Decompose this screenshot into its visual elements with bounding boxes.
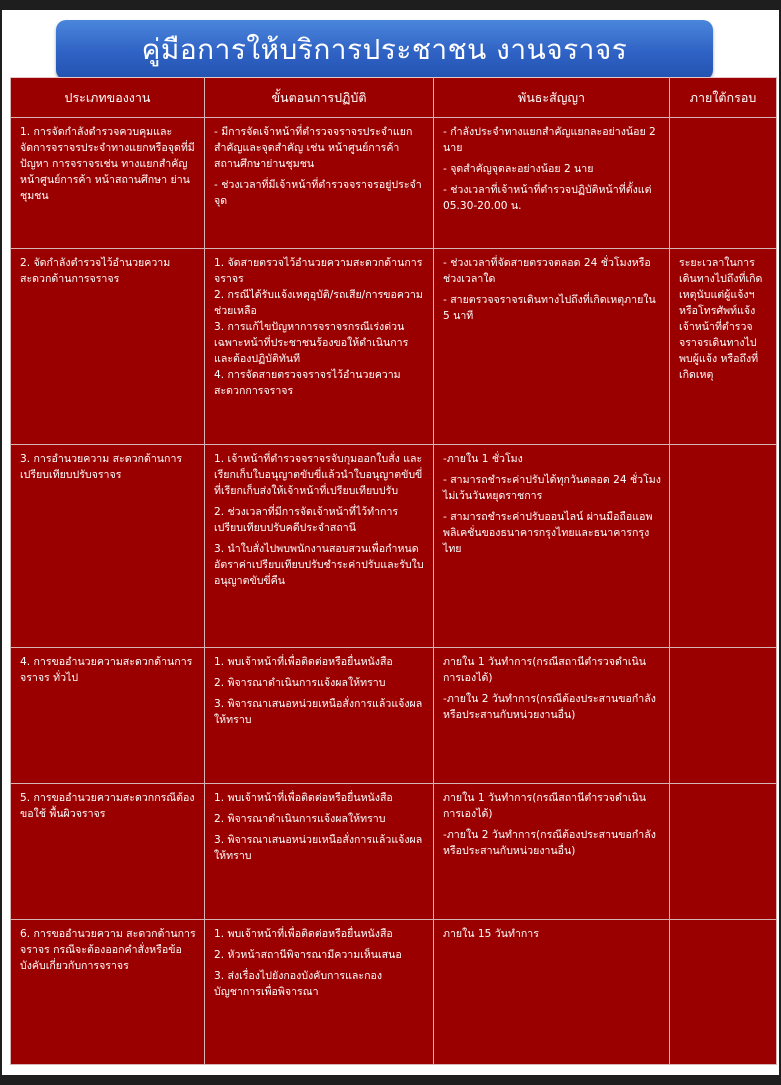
procedure-step: 2. พิจารณาดำเนินการแจ้งผลให้ทราบ	[214, 813, 386, 825]
procedure-step: 3. พิจารณาเสนอหน่วยเหนือสั่งการแล้วแจ้งผล ให้ทราบ	[214, 698, 423, 726]
procedure-step: 1. จัดสายตรวจไว้อำนวยความสะดวกด้านการจราจร	[214, 257, 423, 285]
cell-procedure	[205, 784, 434, 920]
commitment-item: - จุดสำคัญจุดละอย่างน้อย 2 นาย	[443, 163, 594, 175]
cell-type: 4. การขออำนวยความสะดวกด้านการจราจร ทั่วไป	[11, 648, 205, 784]
cell-timeframe: ระยะเวลาในการเดินทางไปถึงที่เกิดเหตุนับแต่ผู้แจ้งฯหรือโทรศัพท์แจ้งเจ้าหน้าที่ตำรวจจราจรเดินทางไปพบผู้แจ้ง หรือถึงที่เกิดเหตุ	[670, 249, 777, 445]
cell-commitment	[434, 784, 670, 920]
header-timeframe: ภายใต้กรอบ	[670, 78, 777, 118]
procedure-step: 1. พบเจ้าหน้าที่เพื่อติดต่อหรือยื่นหนังสือ	[214, 792, 393, 804]
cell-commitment	[434, 920, 670, 1065]
procedure-step: 2. ช่วงเวลาที่มีการจัดเจ้าหน้าที่ไว้ทำการเปรียบเทียบปรับคดีประจำสถานี	[214, 506, 399, 534]
cell-type: 2. จัดกำลังตำรวจไว้อำนวยความสะดวกด้านการจราจร	[11, 249, 205, 445]
cell-timeframe	[670, 784, 777, 920]
commitment-item: ภายใน 1 วันทำการ(กรณีสถานีตำรวจดำเนินการเองได้)	[443, 656, 646, 684]
procedure-step: 1. พบเจ้าหน้าที่เพื่อติดต่อหรือยื่นหนังสือ	[214, 656, 393, 668]
table-row	[11, 784, 777, 920]
cell-procedure	[205, 249, 434, 445]
header-type: ประเภทของงาน	[11, 78, 205, 118]
cell-timeframe	[670, 648, 777, 784]
cell-type: 3. การอำนวยความ สะดวกด้านการเปรียบเทียบปรับจราจร	[11, 445, 205, 648]
table-row	[11, 118, 777, 249]
commitment-item: - ช่วงเวลาที่จัดสายตรวจตลอด 24 ชั่วโมงหรือช่วงเวลาใด	[443, 257, 651, 285]
procedure-step: - ช่วงเวลาที่มีเจ้าหน้าที่ตำรวจจราจรอยู่ประจำจุด	[214, 179, 422, 207]
table-row	[11, 920, 777, 1065]
cell-timeframe	[670, 920, 777, 1065]
cell-procedure	[205, 920, 434, 1065]
commitment-item: - สามารถชำระค่าปรับได้ทุกวันตลอด 24 ชั่วโมงไม่เว้นวันหยุดราชการ	[443, 474, 661, 502]
procedure-step: 4. การจัดสายตรวจจราจรไว้อำนวยความสะดวกการจราจร	[214, 369, 401, 397]
cell-commitment	[434, 445, 670, 648]
procedure-step: 2. กรณีได้รับแจ้งเหตุอุบัติ/รถเสีย/การขอความช่วยเหลือ	[214, 289, 423, 317]
procedure-step: 3. การแก้ไขปัญหาการจราจรกรณีเร่งด่วนเฉพาะหน้าที่ประชาชนร้องขอให้ดำเนินการและต้องปฏิบัติทันที	[214, 321, 409, 365]
cell-timeframe	[670, 445, 777, 648]
commitment-item: - ช่วงเวลาที่เจ้าหน้าที่ตำรวจปฏิบัติหน้าที่ตั้งแต่ 05.30-20.00 น.	[443, 184, 652, 212]
table-row	[11, 445, 777, 648]
procedure-step: 2. หัวหน้าสถานีพิจารณามีความเห็นเสนอ	[214, 949, 402, 961]
procedure-step: 3. ส่งเรื่องไปยังกองบังคับการและกองบัญชาการเพื่อพิจารณา	[214, 970, 383, 998]
cell-type: 5. การขออำนวยความสะดวกกรณีต้องขอใช้ พื้นผิวจราจร	[11, 784, 205, 920]
cell-procedure	[205, 445, 434, 648]
procedure-step: - มีการจัดเจ้าหน้าที่ตำรวจจราจรประจำแยกสำคัญและจุดสำคัญ เช่น หน้าศูนย์การค้า สถานศึกษาย่านชุมชน	[214, 126, 413, 170]
procedure-step: 1. พบเจ้าหน้าที่เพื่อติดต่อหรือยื่นหนังสือ	[214, 928, 393, 940]
commitment-item: -ภายใน 2 วันทำการ(กรณีต้องประสานขอกำลังหรือประสานกับหน่วยงานอื่น)	[443, 693, 656, 721]
commitment-item: - สามารถชำระค่าปรับออนไลน์ ผ่านมือถือแอพพลิเคชั่นของธนาคารกรุงไทยและธนาคารกรุงไทย	[443, 511, 653, 555]
cell-procedure	[205, 648, 434, 784]
header-commitment: พันธะสัญญา	[434, 78, 670, 118]
cell-procedure	[205, 118, 434, 249]
procedure-step: 2. พิจารณาดำเนินการแจ้งผลให้ทราบ	[214, 677, 386, 689]
service-table	[10, 77, 777, 1065]
header-procedure: ขั้นตอนการปฏิบัติ	[205, 78, 434, 118]
cell-commitment	[434, 118, 670, 249]
table-row	[11, 249, 777, 445]
procedure-step: 3. พิจารณาเสนอหน่วยเหนือสั่งการแล้วแจ้งผล ให้ทราบ	[214, 834, 423, 862]
table-header-row	[11, 78, 777, 118]
commitment-item: ภายใน 15 วันทำการ	[443, 928, 539, 940]
procedure-step: 1. เจ้าหน้าที่ตำรวจจราจรจับกุมออกใบสั่ง และ เรียกเก็บใบอนุญาตขับขี่แล้วนำใบอนุญาตขับขี่ที่เรียกเก็บส่งให้เจ้าหน้าที่เปรียบเทียบปรับ	[214, 453, 423, 497]
table-row	[11, 648, 777, 784]
cell-timeframe	[670, 118, 777, 249]
procedure-step: 3. นำใบสั่งไปพบพนักงานสอบสวนเพื่อกำหนดอัตราค่าเปรียบเทียบปรับชำระค่าปรับและรับใบอนุญาตขับขี่คืน	[214, 543, 424, 587]
commitment-item: -ภายใน 2 วันทำการ(กรณีต้องประสานขอกำลังหรือประสานกับหน่วยงานอื่น)	[443, 829, 656, 857]
commitment-item: -ภายใน 1 ชั่วโมง	[443, 453, 523, 465]
commitment-item: - สายตรวจจราจรเดินทางไปถึงที่เกิดเหตุภายใน 5 นาที	[443, 294, 656, 322]
commitment-item: ภายใน 1 วันทำการ(กรณีสถานีตำรวจดำเนินการเองได้)	[443, 792, 646, 820]
cell-type: 1. การจัดกำลังตำรวจควบคุมและจัดการจราจรประจำทางแยกหรือจุดที่มีปัญหา การจราจรเช่น ทางแยกสำคัญ หน้าศูนย์การค้า หน้าสถานศึกษา ย่านชุมชน	[11, 118, 205, 249]
commitment-item: - กำลังประจำทางแยกสำคัญแยกละอย่างน้อย 2 นาย	[443, 126, 656, 154]
page-title: คู่มือการให้บริการประชาชน งานจราจร	[56, 20, 713, 80]
cell-commitment	[434, 249, 670, 445]
cell-type: 6. การขออำนวยความ สะดวกด้านการจราจร กรณีจะต้องออกคำสั่งหรือข้อบังคับเกี่ยวกับการจราจร	[11, 920, 205, 1065]
cell-commitment	[434, 648, 670, 784]
